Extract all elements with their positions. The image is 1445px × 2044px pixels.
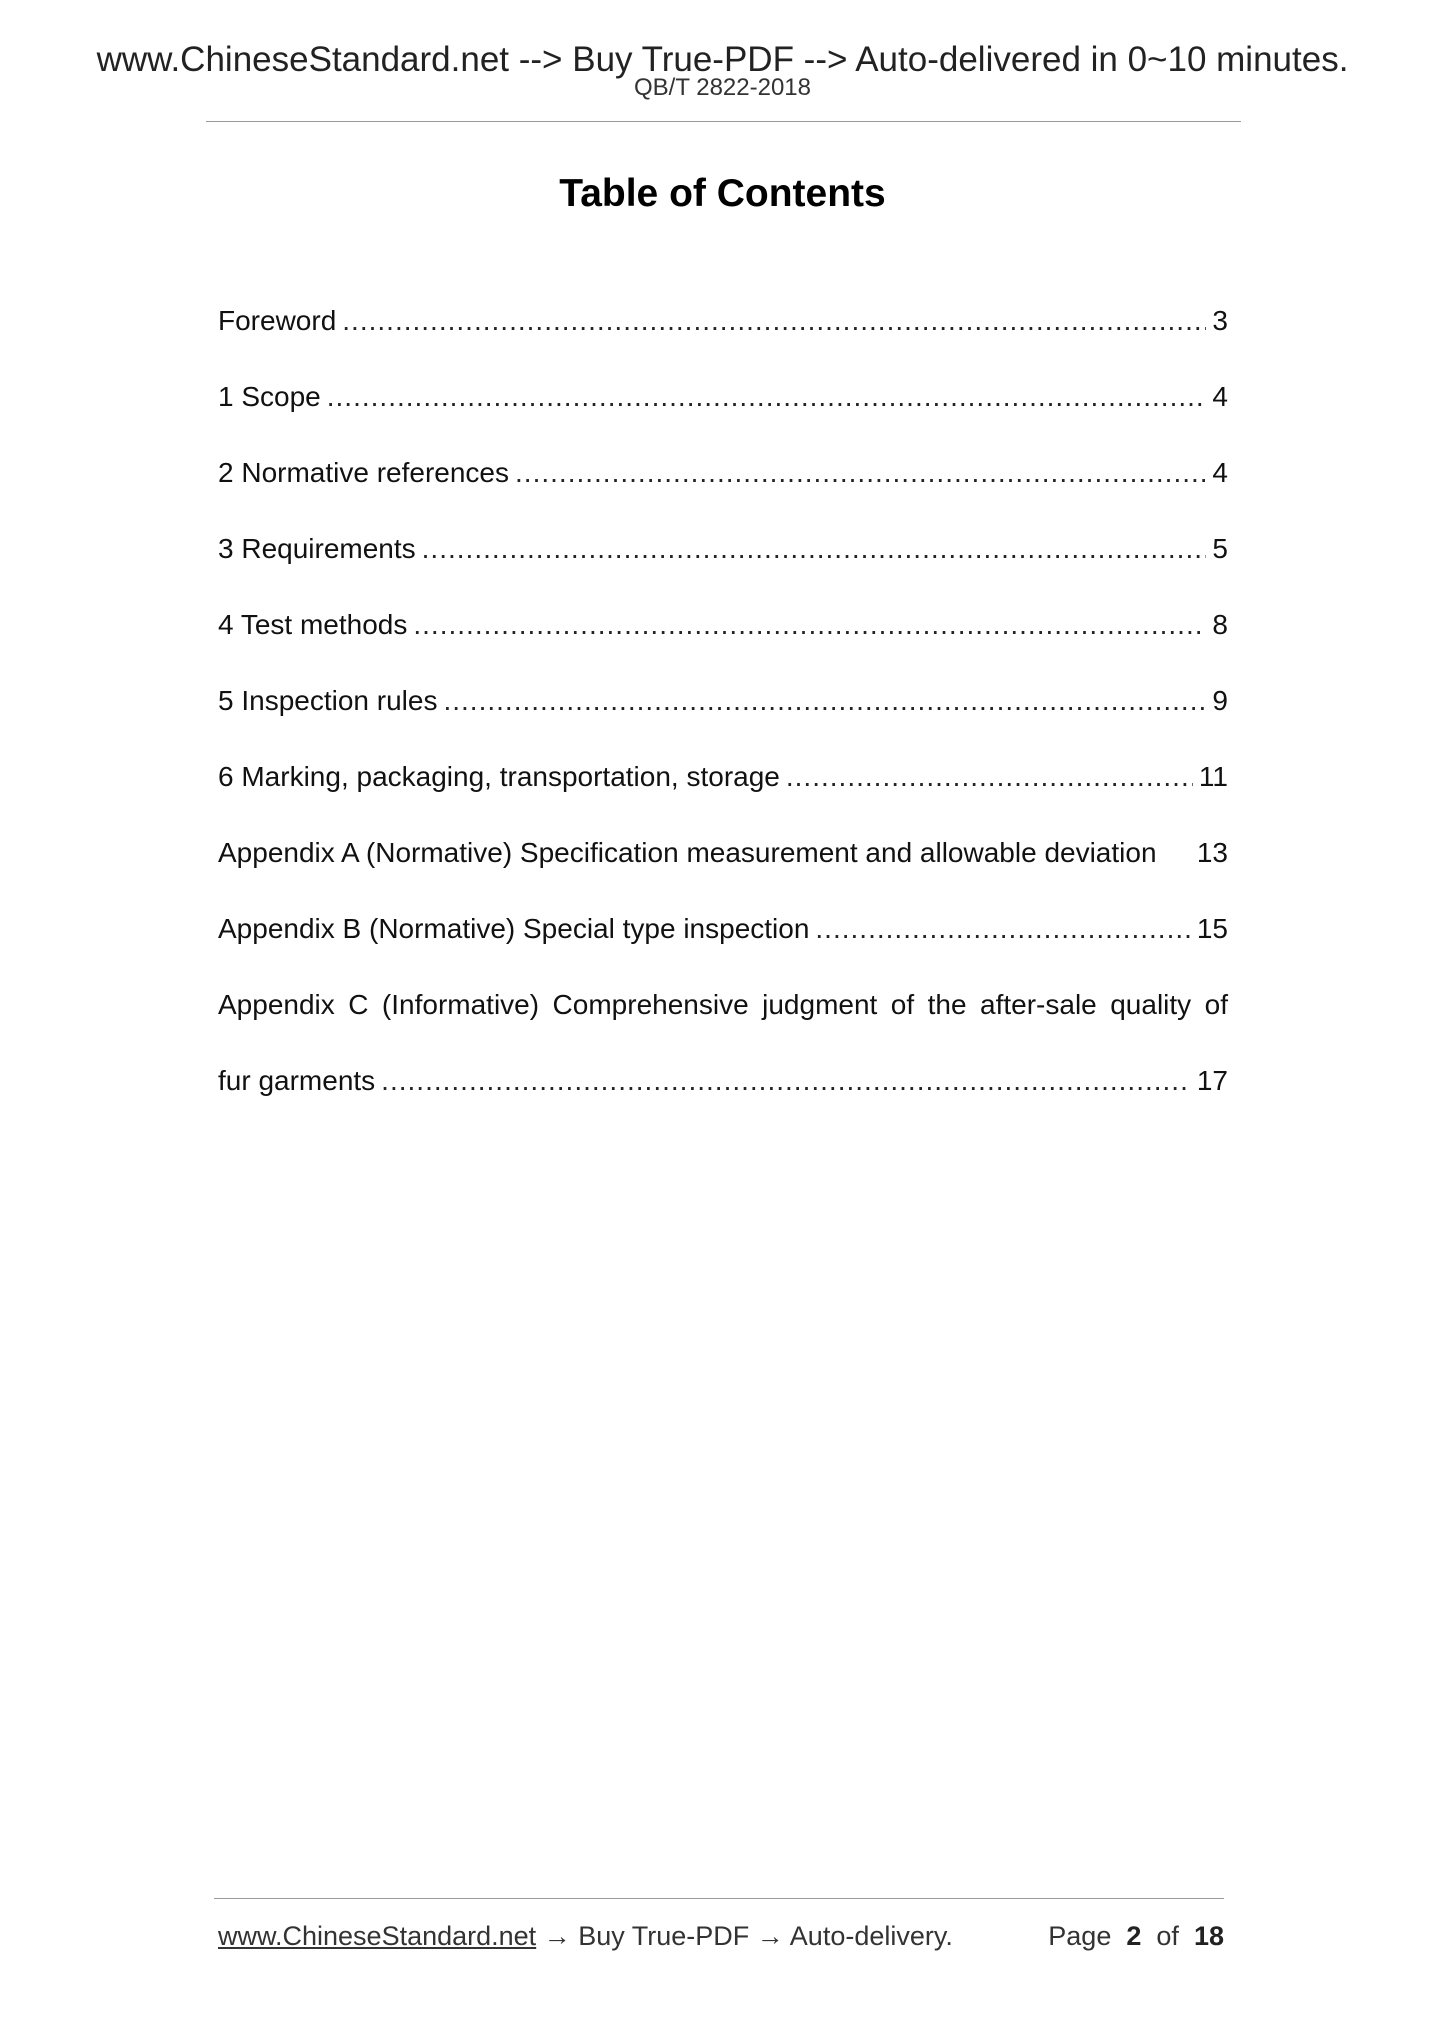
toc-entry-page: 15 bbox=[1196, 913, 1228, 944]
toc-entry-label: Appendix C (Informative) Comprehensive judgment of the after-sale quality of bbox=[218, 989, 1228, 1020]
toc-entry-foreword[interactable] bbox=[218, 283, 1228, 359]
toc-entry-test-methods[interactable] bbox=[218, 587, 1228, 663]
toc-title: Table of Contents bbox=[559, 172, 886, 215]
toc-entry-marking-packaging[interactable] bbox=[218, 739, 1228, 815]
toc-entry-label: 4 Test methods bbox=[218, 609, 408, 640]
toc-entry-page: 4 bbox=[1212, 381, 1228, 412]
toc-entry-page: 9 bbox=[1212, 685, 1228, 716]
toc-entry-page: 13 bbox=[1196, 837, 1228, 868]
standard-code: QB/T 2822-2018 bbox=[633, 74, 811, 101]
toc-entry-page: 17 bbox=[1196, 1065, 1228, 1096]
dot-leader bbox=[786, 760, 1193, 794]
toc-entry-inspection-rules[interactable] bbox=[218, 663, 1228, 739]
dot-leader bbox=[443, 684, 1206, 718]
arrow-right-icon: → bbox=[756, 1921, 784, 1951]
page-current: 2 bbox=[1126, 1921, 1142, 1951]
toc-entry-label: 5 Inspection rules bbox=[218, 685, 438, 716]
dot-leader bbox=[815, 912, 1190, 946]
header-divider bbox=[206, 121, 1241, 122]
toc-entry-page: 5 bbox=[1212, 533, 1228, 564]
toc-entry-label: 1 Scope bbox=[218, 381, 321, 412]
toc-entry-appendix-a[interactable] bbox=[218, 815, 1228, 891]
of-word: of bbox=[1156, 1921, 1179, 1951]
toc-entry-label: Appendix B (Normative) Special type inspection bbox=[218, 913, 810, 944]
site-banner: www.ChineseStandard.net --> Buy True-PDF --> Auto-delivered in 0~10 minutes. bbox=[96, 40, 1349, 79]
toc-entry-label: fur garments bbox=[218, 1065, 376, 1096]
page-footer bbox=[218, 1919, 1224, 1953]
table-of-contents bbox=[218, 283, 1228, 1119]
footer-divider bbox=[214, 1898, 1224, 1899]
toc-entry-label: Appendix A (Normative) Specification measurement and allowable deviation bbox=[218, 837, 1157, 868]
toc-entry-label: 2 Normative references bbox=[218, 457, 510, 488]
toc-entry-page: 8 bbox=[1212, 609, 1228, 640]
toc-entry-appendix-c-continuation[interactable] bbox=[218, 1043, 1228, 1119]
page-indicator bbox=[1048, 1919, 1224, 1953]
toc-entry-label: 6 Marking, packaging, transportation, storage bbox=[218, 761, 780, 792]
dot-leader bbox=[342, 304, 1206, 338]
footer-promo bbox=[218, 1919, 953, 1953]
toc-entry-scope[interactable] bbox=[218, 359, 1228, 435]
footer-site-link[interactable]: www.ChineseStandard.net bbox=[218, 1921, 537, 1951]
footer-buy-text: Buy True-PDF bbox=[578, 1921, 750, 1951]
toc-entry-requirements[interactable] bbox=[218, 511, 1228, 587]
page-total: 18 bbox=[1193, 1921, 1224, 1951]
arrow-right-icon: → bbox=[543, 1921, 571, 1951]
toc-entry-page: 3 bbox=[1212, 305, 1228, 336]
dot-leader bbox=[515, 456, 1206, 490]
dot-leader bbox=[381, 1064, 1191, 1098]
page-word: Page bbox=[1048, 1921, 1112, 1951]
footer-delivery-text: Auto-delivery. bbox=[789, 1921, 953, 1951]
toc-entry-page: 11 bbox=[1198, 761, 1228, 792]
dot-leader bbox=[422, 532, 1207, 566]
toc-entry-label: 3 Requirements bbox=[218, 533, 416, 564]
dot-leader bbox=[413, 608, 1206, 642]
toc-entry-normative-references[interactable] bbox=[218, 435, 1228, 511]
toc-entry-page: 4 bbox=[1212, 457, 1228, 488]
toc-entry-appendix-b[interactable] bbox=[218, 891, 1228, 967]
toc-entry-label: Foreword bbox=[218, 305, 337, 336]
dot-leader bbox=[327, 380, 1207, 414]
toc-entry-appendix-c[interactable] bbox=[218, 967, 1228, 1043]
